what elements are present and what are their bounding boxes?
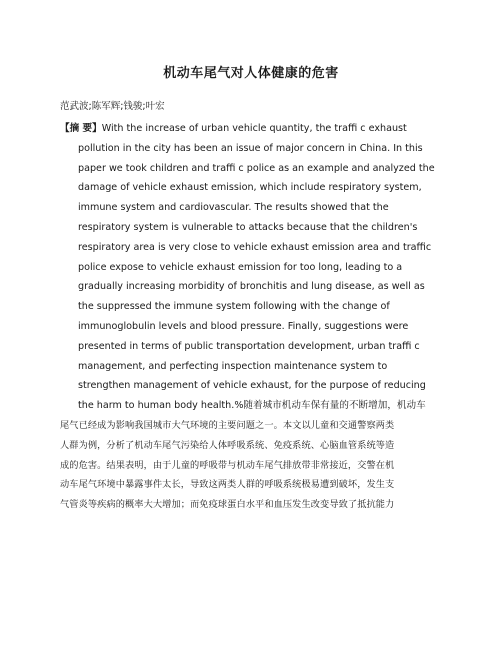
abstract-line: paper we took children and traffi c police as an example and analyzed the — [78, 162, 435, 174]
abstract-label: 【摘 要】 — [60, 123, 102, 134]
document-title: 机动车尾气对人体健康的危害 — [163, 66, 339, 81]
abstract-line: immune system and cardiovascular. The results showed that the — [78, 202, 389, 214]
abstract-line: pollution in the city has been an issue of major concern in China. In this — [78, 142, 423, 154]
abstract-line: presented in terms of public transportation development, urban traffi c — [78, 340, 420, 352]
abstract-line: damage of vehicle exhaust emission, which include respiratory system, — [78, 182, 422, 194]
abstract-line: police expose to vehicle exhaust emission for too long, leading to a — [78, 261, 403, 273]
abstract-body — [60, 119, 442, 515]
abstract-line: 动车尾气环境中暴露事件太长，导致这两类人群的呼吸系统极易遭到破坏，发生支 — [60, 479, 395, 491]
abstract-line: 气管炎等疾病的概率大大增加；而免疫球蛋白水平和血压发生改变导致了抵抗能力 — [60, 499, 395, 511]
abstract-line: 尾气已经成为影响我国城市大气环境的主要问题之一。本文以儿童和交通警察两类 — [60, 419, 395, 431]
abstract-line: the suppressed the immune system following with the change of — [78, 301, 390, 313]
document-authors: 范武波;陈军辉;钱骏;叶宏 — [60, 101, 165, 112]
abstract-line: respiratory area is very close to vehicle exhaust emission area and traffic — [78, 241, 432, 253]
abstract-line: respiratory system is vulnerable to attacks because that the children's — [78, 221, 418, 233]
abstract-line: 成的危害。结果表明，由于儿童的呼吸带与机动车尾气排放带非常接近，交警在机 — [60, 459, 395, 471]
abstract-line: gradually increasing morbidity of bronchitis and lung disease, as well as — [78, 281, 425, 293]
abstract-line: 【摘 要】With the increase of urban vehicle quantity, the traffi c exhaust — [60, 123, 407, 134]
abstract-line: 人群为例，分析了机动车尾气污染给人体呼吸系统、免疫系统、心脑血管系统等造 — [60, 439, 395, 451]
abstract-line: immunoglobulin levels and blood pressure. Finally, suggestions were — [78, 320, 409, 332]
abstract-line: management, and perfecting inspection maintenance system to — [78, 360, 388, 372]
abstract-line: the harm to human body health.%随着城市机动车保有量的不断增加，机动车 — [78, 400, 426, 412]
abstract-line: strengthen management of vehicle exhaust, for the purpose of reducing — [78, 380, 426, 392]
